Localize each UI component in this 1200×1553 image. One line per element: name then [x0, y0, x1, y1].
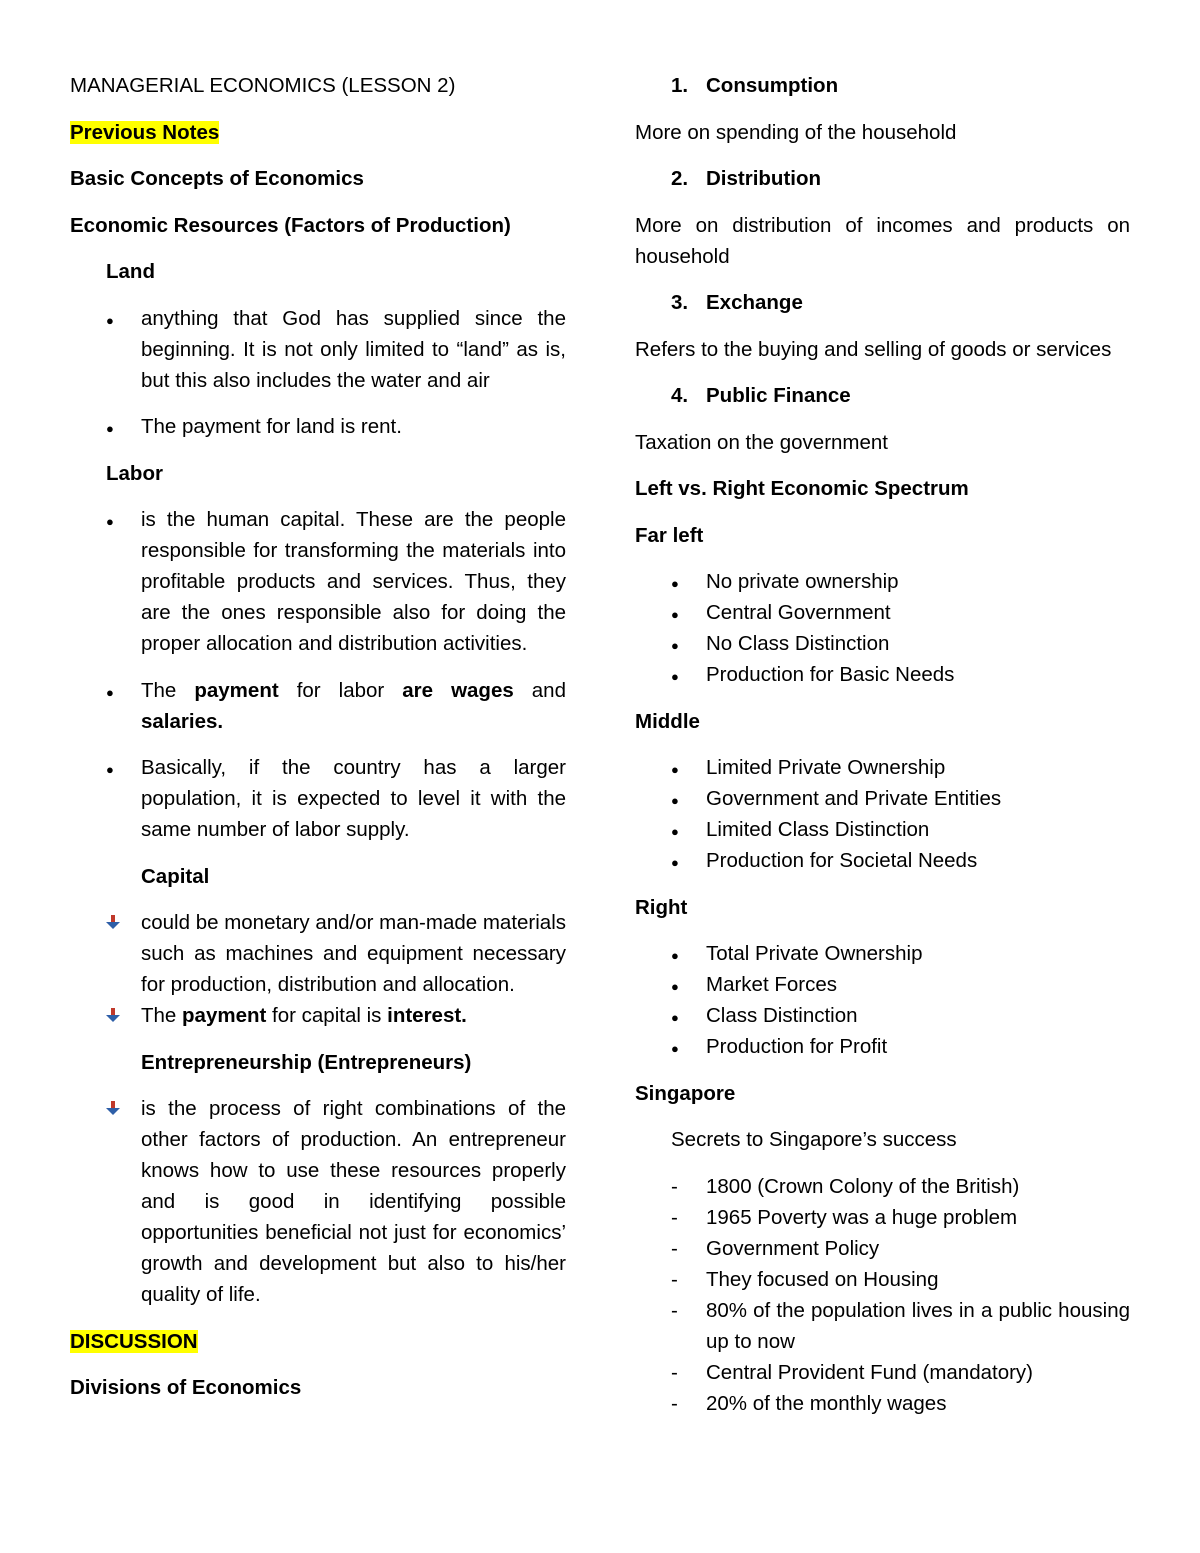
- list-item: ● Production for Basic Needs: [635, 659, 1130, 690]
- bullet-icon: [671, 783, 679, 816]
- dash-bullet-icon: [671, 1357, 678, 1388]
- singapore-list: [635, 1171, 1130, 1419]
- division-description: More on spending of the household: [635, 120, 957, 144]
- bullet-icon: [671, 752, 679, 785]
- right-heading: Right: [635, 895, 688, 919]
- bullet-icon: [671, 566, 679, 599]
- dash-bullet-icon: [671, 1233, 678, 1264]
- land-heading: Land: [106, 260, 155, 283]
- labor-list: [70, 504, 566, 845]
- list-item: - 20% of the monthly wages: [635, 1388, 1130, 1419]
- division-item: 2. Distribution: [671, 167, 822, 190]
- left-column: [70, 70, 566, 1419]
- bullet-icon: [671, 1000, 679, 1033]
- previous-notes-label: Previous Notes: [70, 120, 220, 144]
- land-list: [70, 303, 566, 443]
- dash-bullet-icon: [671, 1202, 678, 1233]
- far-left-list: [635, 566, 1130, 690]
- list-item: ● No private ownership: [635, 566, 1130, 597]
- dash-bullet-icon: [671, 1264, 678, 1295]
- singapore-heading: Singapore: [635, 1081, 736, 1105]
- list-item: is the process of right combinations of the other factors of production. An entrepreneur knows how to use these resources properly and is good in identifying possible opportunities beneficial not just for economics’ growth and development but also to his/her quality of life.: [70, 1093, 566, 1310]
- arrow-bullet-icon: [106, 1101, 120, 1115]
- divisions-heading: Divisions of Economics: [70, 1376, 302, 1399]
- arrow-bullet-icon: [106, 915, 120, 929]
- dash-bullet-icon: [671, 1171, 678, 1202]
- bullet-icon: [671, 845, 679, 878]
- list-item: ● Limited Class Distinction: [635, 814, 1130, 845]
- division-description: Taxation on the government: [635, 430, 888, 454]
- list-item: ● Basically, if the country has a larger population, it is expected to level it with the same number of labor supply.: [70, 752, 566, 845]
- bullet-icon: [671, 597, 679, 630]
- list-item: ● Central Government: [635, 597, 1130, 628]
- list-item: ● The payment for labor are wages and salaries.: [70, 675, 566, 737]
- middle-heading: Middle: [635, 709, 700, 733]
- right-list: [635, 938, 1130, 1062]
- bullet-icon: [671, 1031, 679, 1064]
- list-item: The payment for capital is interest.: [70, 1000, 566, 1031]
- division-item: 3. Exchange: [671, 291, 803, 314]
- list-item: - 1965 Poverty was a huge problem: [635, 1202, 1130, 1233]
- bullet-icon: [671, 814, 679, 847]
- list-item: - 1800 (Crown Colony of the British): [635, 1171, 1130, 1202]
- bullet-icon: [671, 659, 679, 692]
- entrepreneurship-list: [70, 1093, 566, 1310]
- list-item: ● Market Forces: [635, 969, 1130, 1000]
- list-item: ● Class Distinction: [635, 1000, 1130, 1031]
- list-item: ● Total Private Ownership: [635, 938, 1130, 969]
- document-title: MANAGERIAL ECONOMICS (LESSON 2): [70, 74, 456, 97]
- capital-heading: Capital: [141, 864, 210, 888]
- bullet-icon: [671, 938, 679, 971]
- labor-heading: Labor: [106, 461, 163, 485]
- right-column: [635, 70, 1130, 1434]
- discussion-label: DISCUSSION: [70, 1329, 198, 1353]
- basic-concepts-heading: Basic Concepts of Economics: [70, 167, 364, 190]
- bullet-icon: [671, 969, 679, 1002]
- dash-bullet-icon: [671, 1388, 678, 1419]
- spectrum-heading: Left vs. Right Economic Spectrum: [635, 477, 969, 500]
- division-item: 4. Public Finance: [671, 384, 851, 407]
- list-item: - 80% of the population lives in a public housing up to now: [635, 1295, 1130, 1357]
- entrepreneurship-heading: Entrepreneurship (Entrepreneurs): [141, 1050, 472, 1074]
- list-item: - They focused on Housing: [635, 1264, 1130, 1295]
- division-description: Refers to the buying and selling of goods or services: [635, 337, 1112, 361]
- dash-bullet-icon: [671, 1295, 678, 1326]
- list-item: - Government Policy: [635, 1233, 1130, 1264]
- list-item: ● Production for Societal Needs: [635, 845, 1130, 876]
- division-description: More on distribution of incomes and products on household: [635, 213, 1130, 268]
- singapore-subheading: Secrets to Singapore’s success: [671, 1128, 957, 1151]
- bullet-icon: [106, 303, 114, 336]
- division-item: 1. Consumption: [671, 74, 839, 97]
- arrow-bullet-icon: [106, 1008, 120, 1022]
- bullet-icon: [671, 628, 679, 661]
- list-item: ● Limited Private Ownership: [635, 752, 1130, 783]
- list-item: could be monetary and/or man-made materials such as machines and equipment necessary for production, distribution and allocation.: [70, 907, 566, 1000]
- bullet-icon: [106, 411, 114, 444]
- list-item: ● Government and Private Entities: [635, 783, 1130, 814]
- list-item: ● The payment for land is rent.: [70, 411, 566, 442]
- list-item: ● anything that God has supplied since the beginning. It is not only limited to “land” as is, but this also includes the water and air: [70, 303, 566, 396]
- list-item: ● Production for Profit: [635, 1031, 1130, 1062]
- bullet-icon: [106, 504, 114, 537]
- middle-list: [635, 752, 1130, 876]
- list-item: ● No Class Distinction: [635, 628, 1130, 659]
- list-item: - Central Provident Fund (mandatory): [635, 1357, 1130, 1388]
- far-left-heading: Far left: [635, 523, 704, 547]
- list-item: ● is the human capital. These are the people responsible for transforming the materials into profitable products and services. Thus, they are the ones responsible also for doing the proper allocation and distribution activities.: [70, 504, 566, 659]
- bullet-icon: [106, 752, 114, 785]
- capital-list: [70, 907, 566, 1031]
- economic-resources-heading: Economic Resources (Factors of Production): [70, 213, 511, 237]
- bullet-icon: [106, 675, 114, 708]
